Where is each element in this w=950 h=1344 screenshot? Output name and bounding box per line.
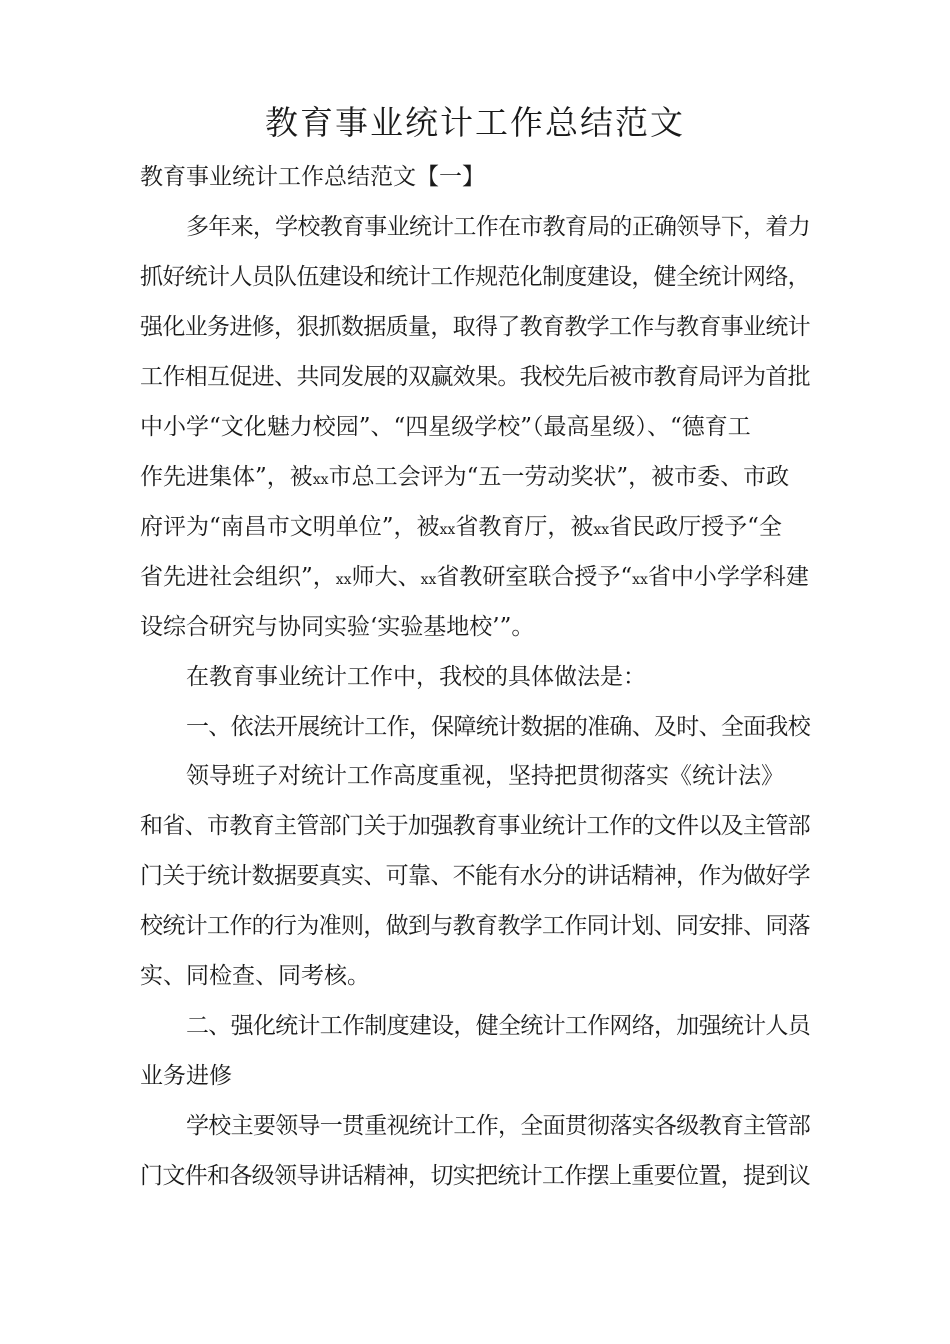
body-line: 强化业务进修，狠抓数据质量，取得了教育教学工作与教育事业统计 — [140, 314, 811, 340]
body-line: 领导班子对统计工作高度重视，坚持把贯彻落实《统计法》 — [186, 763, 784, 789]
body-line: 业务进修 — [140, 1063, 232, 1089]
body-line: 抓好统计人员队伍建设和统计工作规范化制度建设，健全统计网络， — [140, 264, 811, 290]
section-subtitle: 教育事业统计工作总结范文【一】 — [140, 164, 485, 190]
body-line: 省先进社会组织”，xx师大、xx省教研室联合授予“xx省中小学学科建 — [140, 564, 809, 590]
document-title: 教育事业统计工作总结范文 — [265, 103, 685, 142]
body-line: 学校主要领导一贯重视统计工作，全面贯彻落实各级教育主管部 — [186, 1113, 811, 1139]
body-line: 门关于统计数据要真实、可靠、不能有水分的讲话精神，作为做好学 — [140, 863, 811, 889]
body-line: 府评为“南昌市文明单位”，被xx省教育厅，被xx省民政厅授予“全 — [140, 514, 782, 540]
body-line: 中小学“文化魅力校园”、“四星级学校”（最高星级）、“德育工 — [140, 414, 751, 440]
body-line: 实、同检查、同考核。 — [140, 963, 370, 989]
body-line: 工作相互促进、共同发展的双赢效果。我校先后被市教育局评为首批 — [140, 364, 811, 390]
body-line: 作先进集体”，被xx市总工会评为“五一劳动奖状”，被市委、市政 — [140, 464, 790, 490]
body-line: 校统计工作的行为准则，做到与教育教学工作同计划、同安排、同落 — [140, 913, 811, 939]
body-line: 设综合研究与协同实验‘实验基地校’”。 — [140, 614, 535, 640]
body-line: 门文件和各级领导讲话精神，切实把统计工作摆上重要位置，提到议 — [140, 1163, 811, 1189]
body-line: 一、依法开展统计工作，保障统计数据的准确、及时、全面我校 — [186, 714, 811, 740]
body-line: 多年来，学校教育事业统计工作在市教育局的正确领导下，着力 — [186, 214, 811, 240]
body-line: 在教育事业统计工作中，我校的具体做法是： — [186, 664, 646, 690]
body-line: 和省、市教育主管部门关于加强教育事业统计工作的文件以及主管部 — [140, 813, 811, 839]
body-line: 二、强化统计工作制度建设，健全统计工作网络，加强统计人员 — [186, 1013, 811, 1039]
